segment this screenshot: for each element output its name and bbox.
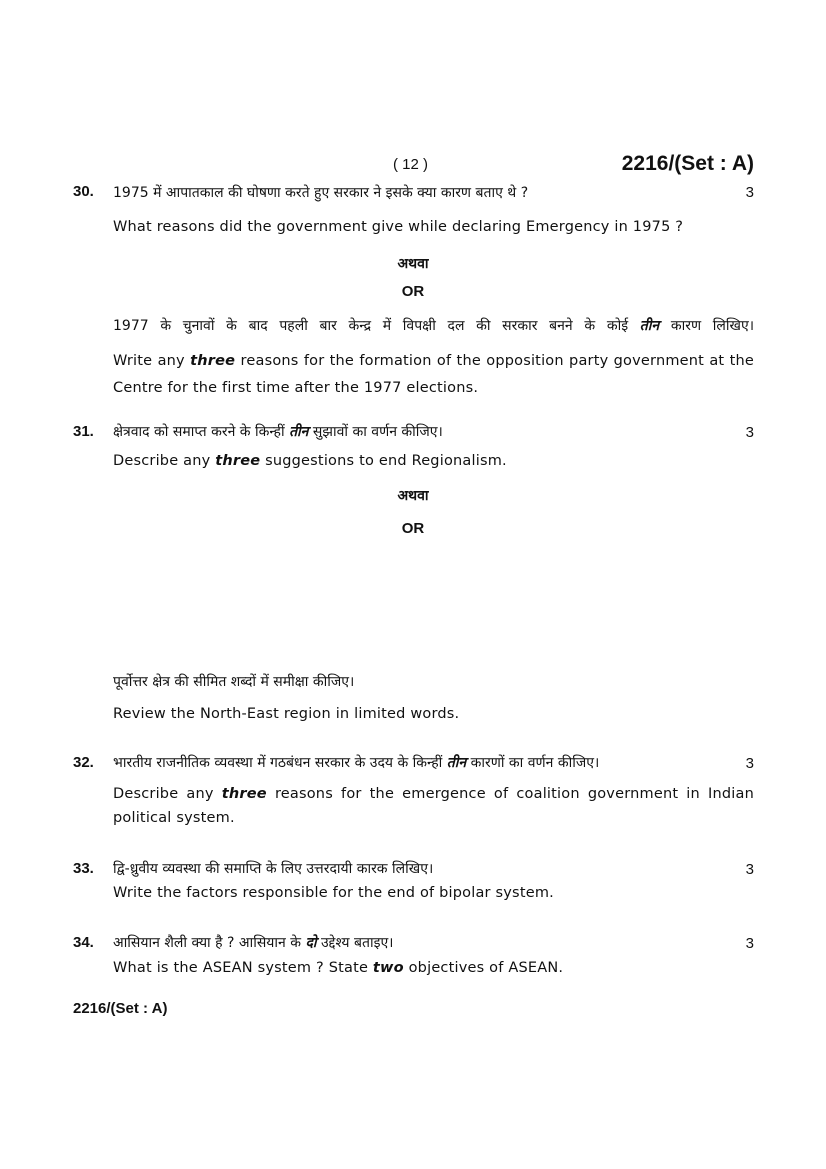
question-30-alt-english: Write any three reasons for the formation of the opposition party government at the Centre for the first time after the 1977 elections. xyxy=(113,353,754,396)
or-separator-hindi: अथवा xyxy=(397,256,429,272)
emphasis-word: three xyxy=(221,786,267,802)
question-31-alt-english: Review the North-East region in limited words. xyxy=(113,706,460,722)
emphasis-word: three xyxy=(215,453,261,469)
question-30-hindi: 1975 में आपातकाल की घोषणा करते हुए सरकार ने इसके क्या कारण बताए थे ? xyxy=(113,185,529,201)
question-31-marks: 3 xyxy=(745,424,754,441)
or-separator-hindi: अथवा xyxy=(397,488,429,504)
question-32-english: Describe any three reasons for the emergence of coalition government in Indian political system. xyxy=(113,786,754,826)
question-33-english: Write the factors responsible for the end of bipolar system. xyxy=(113,885,554,901)
question-33-hindi: द्वि-ध्रुवीय व्यवस्था की समाप्ति के लिए उत्तरदायी कारक लिखिए। xyxy=(113,861,434,877)
question-34-number: 34. xyxy=(73,934,94,951)
question-32-number: 32. xyxy=(73,754,94,771)
emphasis-word: तीन xyxy=(289,424,309,440)
paper-code-header: 2216/(Set : A) xyxy=(621,152,754,175)
question-31-alt-hindi: पूर्वोत्तर क्षेत्र की सीमित शब्दों में समीक्षा कीजिए। xyxy=(113,674,355,690)
question-32-hindi: भारतीय राजनीतिक व्यवस्था में गठबंधन सरकार के उदय के किन्हीं तीन कारणों का वर्णन कीजिए। xyxy=(113,755,600,771)
question-31-english: Describe any three suggestions to end Regionalism. xyxy=(113,453,507,469)
emphasis-word: दो xyxy=(305,935,317,951)
page-number: ( 12 ) xyxy=(393,156,429,173)
emphasis-word: three xyxy=(190,353,236,369)
question-34-hindi: आसियान शैली क्या है ? आसियान के दो उद्देश्य बताइए। xyxy=(113,935,394,951)
question-30-marks: 3 xyxy=(745,184,754,201)
question-30-english: What reasons did the government give while declaring Emergency in 1975 ? xyxy=(113,219,684,235)
question-31-hindi: क्षेत्रवाद को समाप्त करने के किन्हीं तीन सुझावों का वर्णन कीजिए। xyxy=(113,424,443,440)
question-30-alt-hindi: 1977 के चुनावों के बाद पहली बार केन्द्र में विपक्षी दल की सरकार बनने के कोई तीन कारण लिखिए। xyxy=(113,318,754,334)
question-31-number: 31. xyxy=(73,423,94,440)
emphasis-word: two xyxy=(372,960,404,976)
emphasis-word: तीन xyxy=(446,755,467,771)
or-separator: OR xyxy=(401,283,425,300)
or-separator: OR xyxy=(401,520,425,537)
question-33-marks: 3 xyxy=(745,861,754,878)
question-33-number: 33. xyxy=(73,860,94,877)
emphasis-word: तीन xyxy=(639,318,660,334)
question-34-marks: 3 xyxy=(745,935,754,952)
question-30-number: 30. xyxy=(73,183,94,200)
paper-code-footer: 2216/(Set : A) xyxy=(73,1000,168,1017)
question-34-english: What is the ASEAN system ? State two objectives of ASEAN. xyxy=(113,960,564,976)
question-32-marks: 3 xyxy=(745,755,754,772)
